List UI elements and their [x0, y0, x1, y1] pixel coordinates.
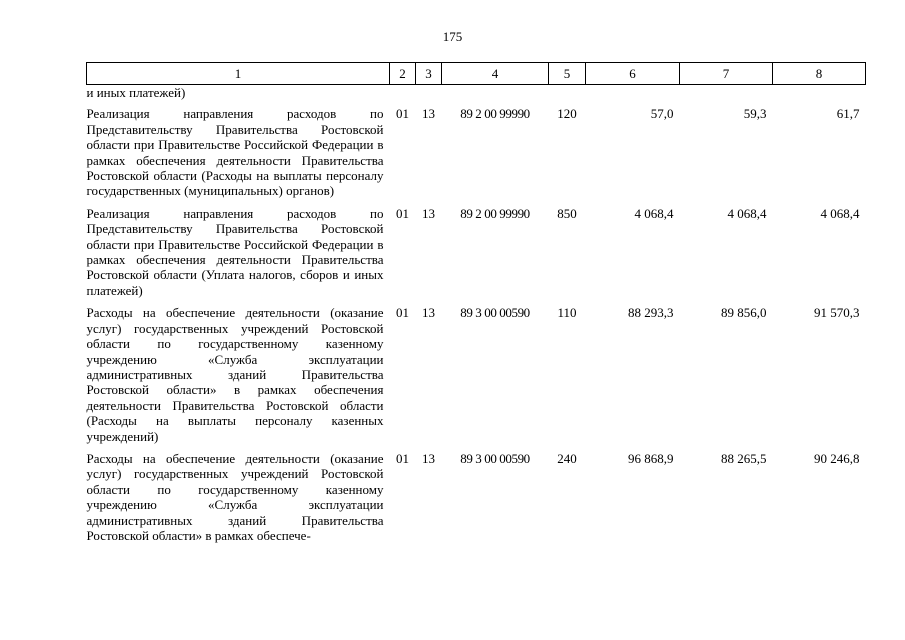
row-expense-type: 110 [557, 305, 577, 321]
continuation-text: и иных платежей) [86, 85, 186, 100]
header-col-7: 7 [680, 63, 773, 85]
header-col-5: 5 [549, 63, 586, 85]
table-row [87, 305, 866, 451]
row-description: Расходы на обеспечение деятельности (оказание услуг) государственных учреждений Ростовской области по государственному казенному учреждению «Служба эксплуатации административных зданий Правительства Ростовской области» в рамках обеспече- [86, 450, 384, 543]
budget-table [86, 62, 866, 550]
row-amount-8: 4 068,4 [820, 205, 860, 221]
row-section: 01 [396, 305, 409, 321]
row-expense-type: 120 [557, 106, 577, 122]
row-amount-6: 4 068,4 [634, 205, 674, 221]
table-row [87, 206, 866, 305]
row-description: Реализация направления расходов по Представительству Правительства Ростовской области при Правительстве Российской Федерации в рамках обеспечения деятельности Правительства Ростовской области (Уплата налогов, сборов и иных платежей) [86, 205, 384, 298]
header-col-4: 4 [442, 63, 549, 85]
row-amount-7: 59,3 [743, 106, 767, 122]
header-row [87, 63, 866, 85]
row-amount-7: 88 265,5 [721, 450, 767, 466]
header-col-1: 1 [87, 63, 390, 85]
row-target-code: 89 3 00 00590 [460, 450, 530, 466]
row-expense-type: 240 [557, 450, 577, 466]
row-expense-type: 850 [557, 205, 577, 221]
row-amount-8: 90 246,8 [814, 450, 860, 466]
row-amount-7: 89 856,0 [721, 305, 767, 321]
row-description: Реализация направления расходов по Представительству Правительства Ростовской области при Правительстве Российской Федерации в рамках обеспечения деятельности Правительства Ростовской области (Расходы на выплаты персоналу государственных (муниципальных) органов) [86, 106, 384, 199]
row-subsection: 13 [422, 106, 435, 122]
row-subsection: 13 [422, 205, 435, 221]
row-section: 01 [396, 450, 409, 466]
row-target-code: 89 2 00 99990 [460, 205, 530, 221]
row-amount-6: 57,0 [650, 106, 674, 122]
header-col-6: 6 [586, 63, 680, 85]
row-amount-7: 4 068,4 [727, 205, 767, 221]
header-col-8: 8 [773, 63, 866, 85]
row-subsection: 13 [422, 450, 435, 466]
row-amount-6: 88 293,3 [628, 305, 674, 321]
row-description: Расходы на обеспечение деятельности (оказание услуг) государственных учреждений Ростовской области по государственному казенному учреждению «Служба эксплуатации административных зданий Правительства Ростовской области» в рамках обеспечения деятельности Правительства Ростовской области (Расходы на выплаты персоналу казенных учреждений) [86, 305, 384, 444]
page-number: 175 [442, 29, 463, 44]
row-amount-6: 96 868,9 [628, 450, 674, 466]
table-row [87, 106, 866, 205]
continuation-row [87, 85, 866, 107]
row-section: 01 [396, 205, 409, 221]
header-col-2: 2 [390, 63, 416, 85]
header-col-3: 3 [416, 63, 442, 85]
row-target-code: 89 2 00 99990 [460, 106, 530, 122]
row-section: 01 [396, 106, 409, 122]
row-amount-8: 61,7 [836, 106, 860, 122]
row-subsection: 13 [422, 305, 435, 321]
row-amount-8: 91 570,3 [814, 305, 860, 321]
table-row [87, 451, 866, 550]
row-target-code: 89 3 00 00590 [460, 305, 530, 321]
